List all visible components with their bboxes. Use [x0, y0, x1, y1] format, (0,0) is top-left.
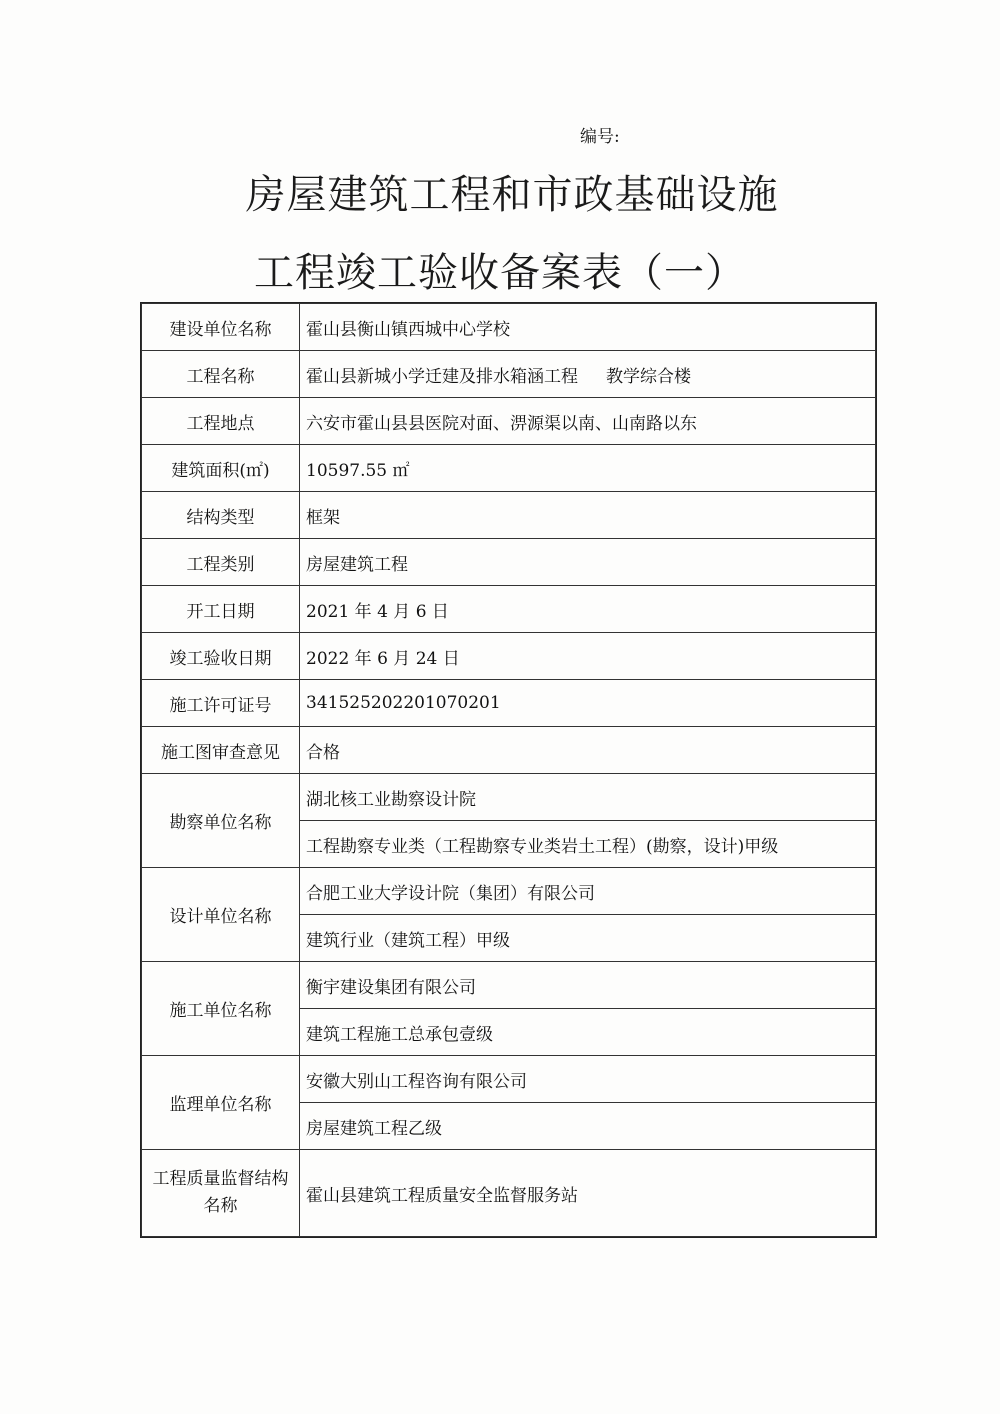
table-row — [142, 680, 876, 727]
project-subname-value: 教学综合楼 — [606, 366, 691, 387]
table-row — [142, 1150, 876, 1237]
supervision-unit-label: 监理单位名称 — [142, 1056, 300, 1150]
table-row — [142, 351, 876, 398]
accept-date-value: 2022 年 6 月 24 日 — [300, 633, 876, 680]
permit-label: 施工许可证号 — [142, 680, 300, 727]
quality-org-value: 霍山县建筑工程质量安全监督服务站 — [300, 1150, 876, 1237]
structure-label: 结构类型 — [142, 492, 300, 539]
construction-unit-label: 施工单位名称 — [142, 962, 300, 1056]
construction-unit-qualification: 建筑工程施工总承包壹级 — [300, 1009, 876, 1056]
table-row — [142, 1056, 876, 1103]
table-row — [142, 727, 876, 774]
supervision-unit-name: 安徽大别山工程咨询有限公司 — [300, 1056, 876, 1103]
table-row — [142, 633, 876, 680]
table-row — [142, 868, 876, 915]
record-number-label: 编号: — [580, 127, 620, 147]
form-title-line2: 工程竣工验收备案表（一） — [254, 250, 746, 296]
build-unit-label: 建设单位名称 — [142, 304, 300, 351]
area-label: 建筑面积(㎡) — [142, 445, 300, 492]
survey-unit-name: 湖北核工业勘察设计院 — [300, 774, 876, 821]
quality-org-label-line1: 工程质量监督结构 — [152, 1169, 289, 1189]
category-label: 工程类别 — [142, 539, 300, 586]
form-title-line1: 房屋建筑工程和市政基础设施 — [245, 172, 779, 218]
survey-unit-qualification: 工程勘察专业类（工程勘察专业类岩土工程）(勘察，设计)甲级 — [300, 821, 876, 868]
accept-date-label: 竣工验收日期 — [142, 633, 300, 680]
quality-org-label-line2: 名称 — [203, 1196, 238, 1216]
start-date-value: 2021 年 4 月 6 日 — [300, 586, 876, 633]
location-value: 六安市霍山县县医院对面、淠源渠以南、山南路以东 — [300, 398, 876, 445]
quality-org-label — [142, 1150, 300, 1237]
table-row — [142, 539, 876, 586]
construction-unit-name: 衡宇建设集团有限公司 — [300, 962, 876, 1009]
record-form-table — [140, 302, 877, 1238]
table-row — [142, 586, 876, 633]
project-name-value: 霍山县新城小学迁建及排水箱涵工程 — [306, 366, 578, 387]
table-row — [142, 492, 876, 539]
project-name-label: 工程名称 — [142, 351, 300, 398]
survey-unit-label: 勘察单位名称 — [142, 774, 300, 868]
build-unit-value: 霍山县衡山镇西城中心学校 — [300, 304, 876, 351]
design-unit-qualification: 建筑行业（建筑工程）甲级 — [300, 915, 876, 962]
supervision-unit-qualification: 房屋建筑工程乙级 — [300, 1103, 876, 1150]
table-row — [142, 398, 876, 445]
table-row — [142, 304, 876, 351]
project-name-cell — [300, 351, 876, 398]
permit-value: 341525202201070201 — [300, 680, 876, 727]
design-unit-label: 设计单位名称 — [142, 868, 300, 962]
table-row — [142, 774, 876, 821]
design-unit-name: 合肥工业大学设计院（集团）有限公司 — [300, 868, 876, 915]
table-row — [142, 445, 876, 492]
table-row — [142, 962, 876, 1009]
drawing-review-value: 合格 — [300, 727, 876, 774]
area-value: 10597.55 ㎡ — [300, 445, 876, 492]
drawing-review-label: 施工图审查意见 — [142, 727, 300, 774]
category-value: 房屋建筑工程 — [300, 539, 876, 586]
location-label: 工程地点 — [142, 398, 300, 445]
start-date-label: 开工日期 — [142, 586, 300, 633]
structure-value: 框架 — [300, 492, 876, 539]
